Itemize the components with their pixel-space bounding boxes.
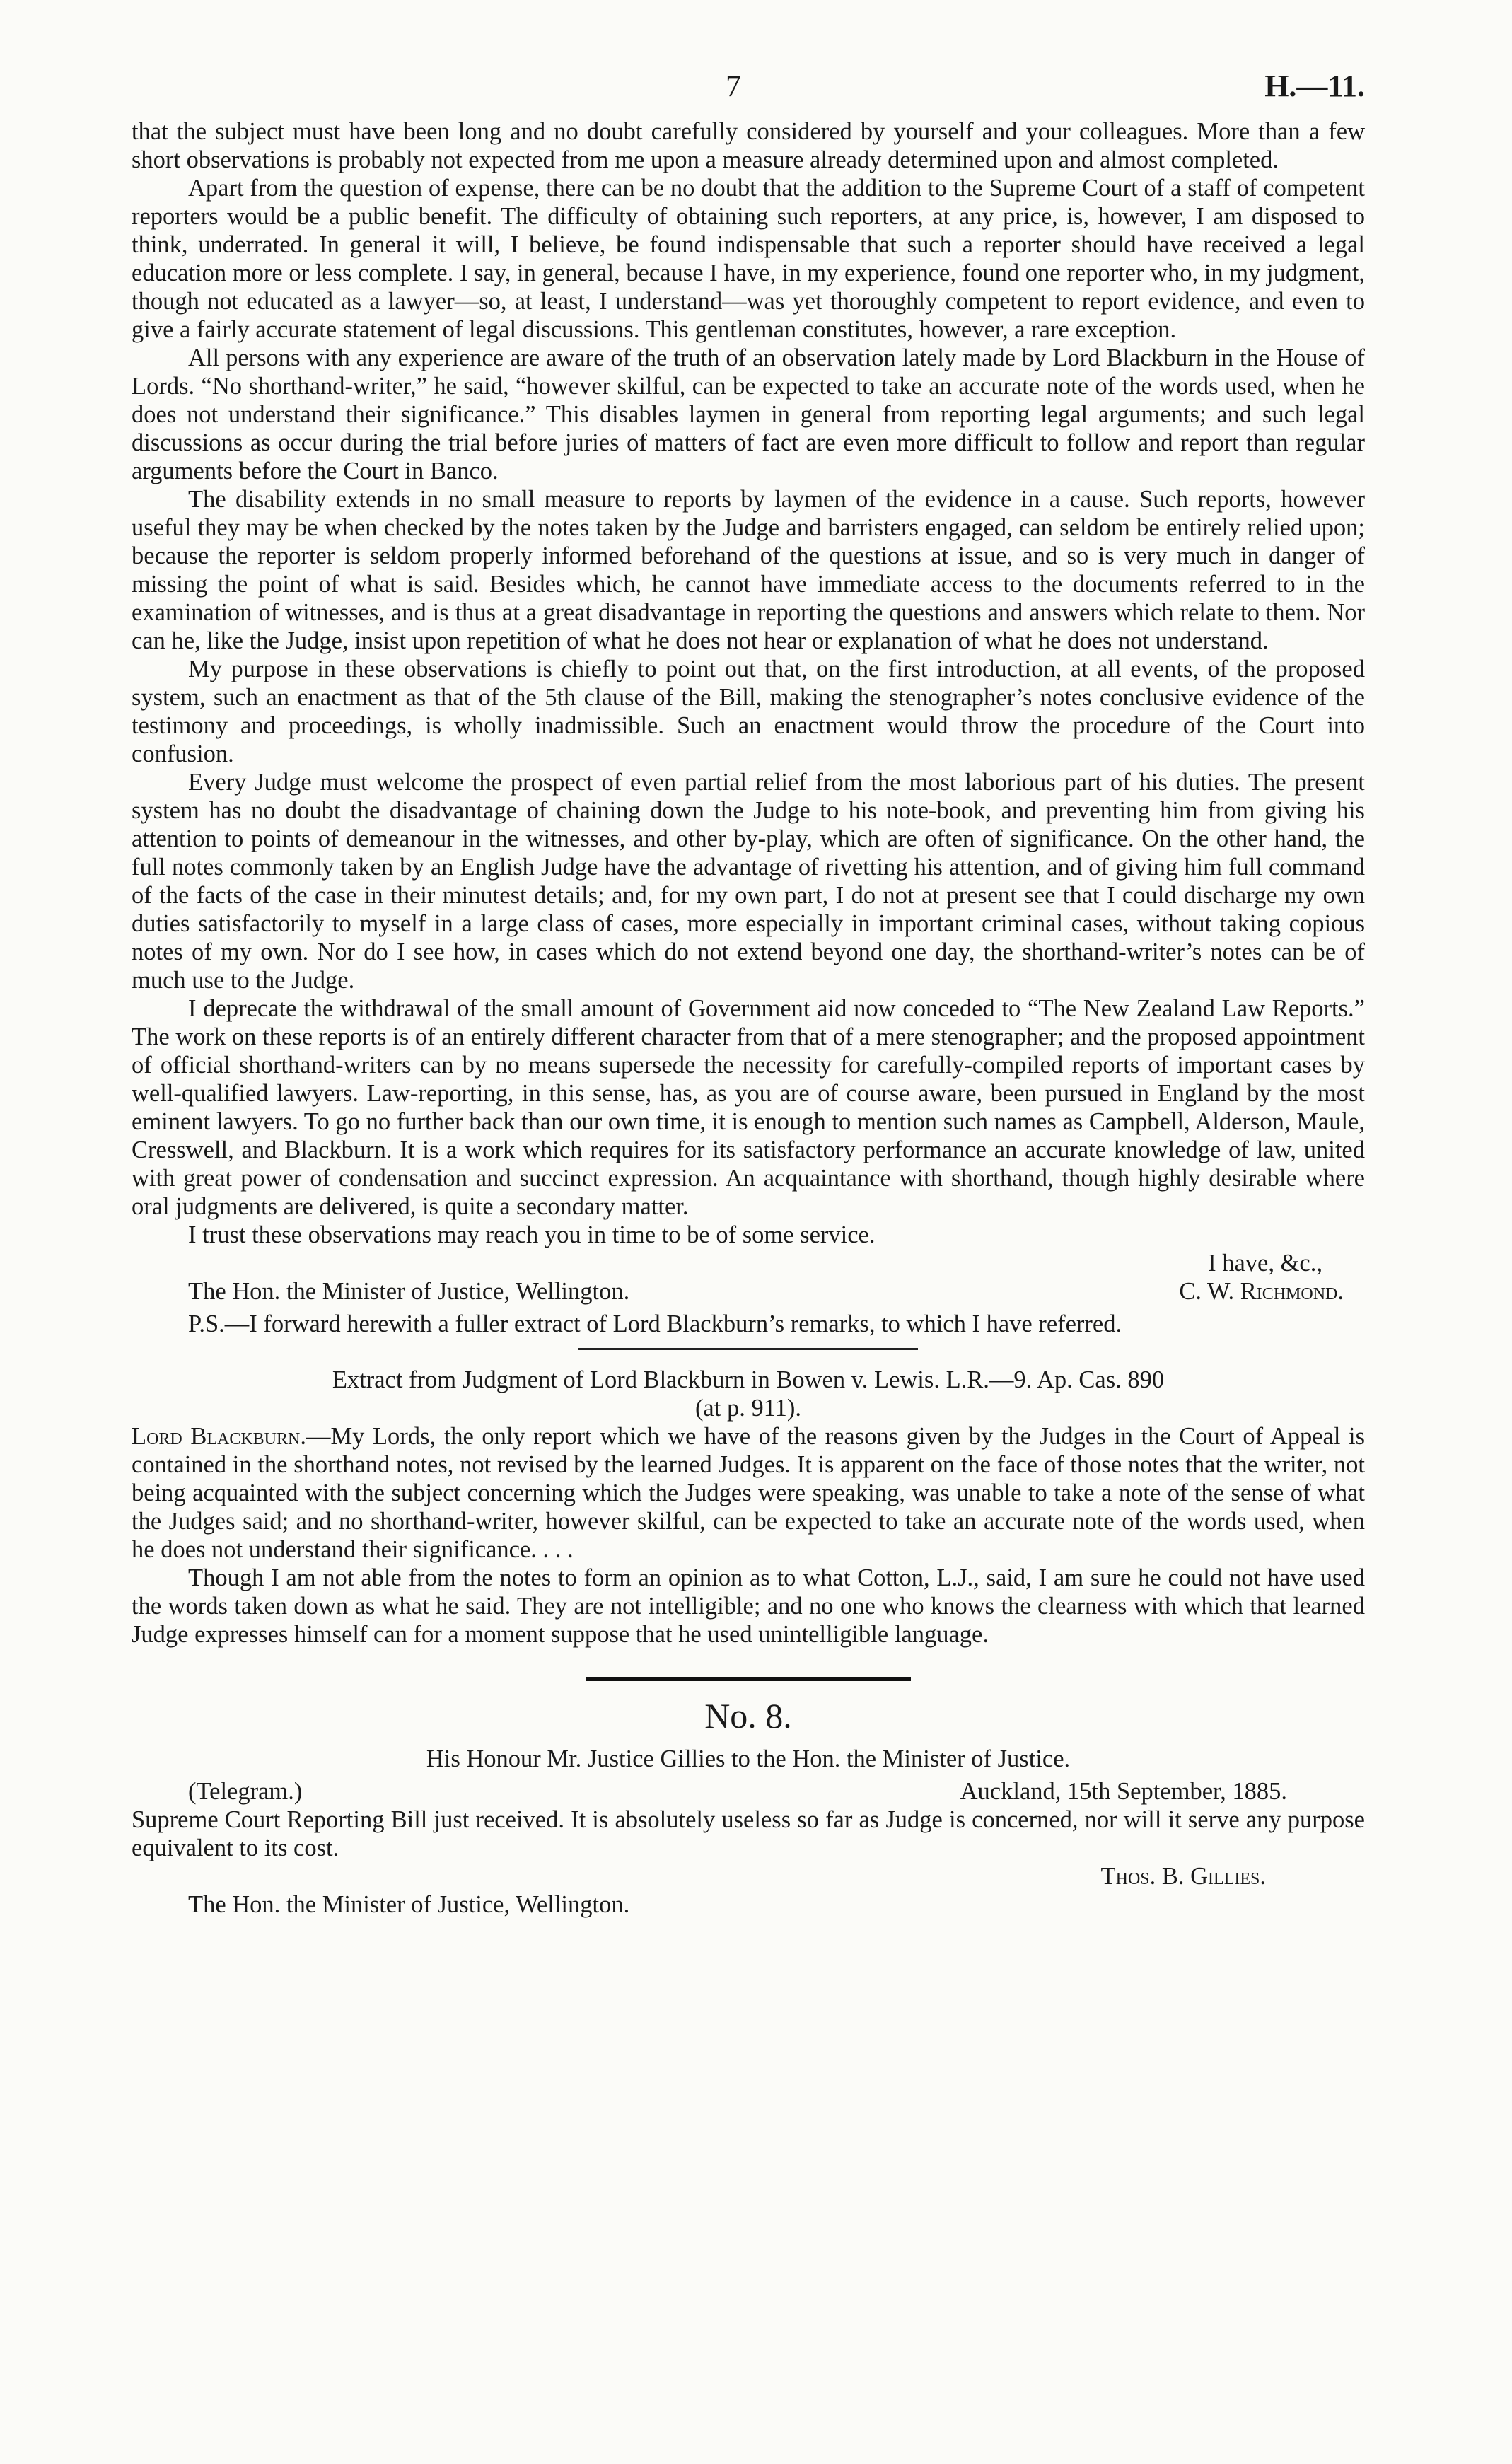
extract-text: —My Lords, the only report which we have of the reasons given by the Judges in the Court of Appeal is contained in the shorthand notes, not revised by the learned Judges. It is apparent on the face of those notes that the writer, not being acquainted with the subject concerning which the Judges were speaking, was unable to take a note of the sense of what the Judges said; and no shorthand-writer, however skilful, can be expected to take an accurate note of the words used, when he does not understand their significance. . . . — [132, 1423, 1365, 1563]
document-reference: H.—11. — [1264, 69, 1365, 103]
letter-paragraph: Every Judge must welcome the prospect of even partial relief from the most laborious part of his duties. The present system has no doubt the disadvantage of chaining down the Judge to his note-book, and preventing him from giving his attention to points of demeanour in the witnesses, and other by-play, which are often of significance. On the other hand, the full notes commonly taken by an English Judge have the advantage of rivetting his attention, and of giving him full command of the facts of the case in their minutest details; and, for my own part, I do not at present see that I could discharge my own duties satisfactorily to myself in a large class of cases, more especially in important criminal cases, without taking copious notes of my own. Nor do I see how, in cases which do not extend beyond one day, the shorthand-writer’s notes can be of much use to the Judge. — [132, 769, 1365, 994]
extract-title-line: Extract from Judgment of Lord Blackburn in Bowen v. Lewis. L.R.—9. Ap. Cas. 890 — [332, 1366, 1165, 1393]
extract-speaker: Lord Blackburn. — [132, 1423, 306, 1450]
addressee-signature-row — [132, 1277, 1365, 1306]
extract-paragraph — [132, 1422, 1365, 1564]
extract-title — [132, 1366, 1365, 1422]
letter-addressee: The Hon. the Minister of Justice, Wellington. — [188, 1278, 630, 1305]
letter-closing: I have, &c., — [1208, 1250, 1322, 1277]
letter-paragraph: Apart from the question of expense, there can be no doubt that the addition to the Supreme Court of a staff of competent reporters would be a public benefit. The difficulty of obtaining such reporters, at any price, is, however, I am disposed to think, underrated. In general it will, I believe, be found indispensable that such a reporter should have received a legal education more or less complete. I say, in general, because I have, in my experience, found one reporter who, in my judgment, though not educated as a lawyer—so, at least, I understand—was yet thoroughly competent to report evidence, and even to give a fairly accurate statement of legal discussions. This gentleman constitutes, however, a rare exception. — [132, 175, 1365, 343]
section-divider — [578, 1348, 918, 1350]
page-header — [132, 68, 1365, 117]
letter-signature: C. W. Richmond. — [1179, 1278, 1344, 1305]
letter-paragraph: My purpose in these observations is chiefly to point out that, on the first introduction, at all events, of the proposed system, such an enactment as that of the 5th clause of the Bill, making the stenographer’s notes conclusive evidence of the testimony and proceedings, is wholly inadmissible. Such an enactment would throw the procedure of the Court into confusion. — [132, 656, 1365, 767]
place-date: Auckland, 15th September, 1885. — [960, 1778, 1287, 1805]
telegram-body: Supreme Court Reporting Bill just received. It is absolutely useless so far as Judge is concerned, nor will it serve any purpose equivalent to its cost. — [132, 1806, 1365, 1861]
section-divider-thick — [586, 1677, 911, 1681]
page-number: 7 — [726, 69, 741, 103]
letter-paragraph: I deprecate the withdrawal of the small amount of Government aid now conceded to “The New Zealand Law Reports.” The work on these reports is of an entirely different character from that of a mere stenographer; and the proposed appointment of official shorthand-writers can by no means supersede the necessity for carefully-compiled reports of important cases by well-qualified lawyers. Law-reporting, in this sense, has, as you are of course aware, been pursued in England by the most eminent lawyers. To go no further back than our own time, it is enough to mention such names as Campbell, Alderson, Maule, Cresswell, and Blackburn. It is a work which requires for its satisfactory performance an accurate knowledge of law, united with great power of condensation and succinct expression. An acquaintance with shorthand, though highly desirable where oral judgments are delivered, is quite a secondary matter. — [132, 995, 1365, 1220]
telegram-signature: Thos. B. Gillies. — [1100, 1863, 1266, 1890]
letter-paragraph: that the subject must have been long and no doubt carefully considered by yourself and your colleagues. More than a few short observations is probably not expected from me upon a measure already determined upon and almost completed. — [132, 118, 1365, 173]
telegram-label: (Telegram.) — [188, 1778, 303, 1805]
letter-body — [132, 117, 1365, 1249]
document-page — [132, 68, 1365, 1919]
telegram-row — [132, 1777, 1365, 1806]
telegram-signature-row — [132, 1862, 1365, 1890]
section-heading: No. 8. — [704, 1696, 792, 1736]
postscript: P.S.—I forward herewith a fuller extract of Lord Blackburn’s remarks, to which I have referred. — [188, 1311, 1122, 1337]
letter-paragraph: The disability extends in no small measure to reports by laymen of the evidence in a cause. Such reports, however useful they may be when checked by the notes taken by the Judge and barristers engaged, can seldom be entirely relied upon; because the reporter is seldom properly informed beforehand of the questions at issue, and so is very much in danger of missing the point of what is said. Besides which, he cannot have immediate access to the documents referred to in the examination of witnesses, and is thus at a great disadvantage in reporting the questions and answers which relate to them. Nor can he, like the Judge, insist upon repetition of what he does not hear or explanation of what he does not understand. — [132, 486, 1365, 654]
letter-paragraph: All persons with any experience are aware of the truth of an observation lately made by Lord Blackburn in the House of Lords. “No shorthand-writer,” he said, “however skilful, can be expected to take an accurate note of the words used, when he does not understand their significance.” This disables laymen in general from reporting legal arguments; and such legal discussions as occur during the trial before juries of matters of fact are even more difficult to follow and report than regular arguments before the Court in Banco. — [132, 344, 1365, 484]
extract-paragraph: Though I am not able from the notes to form an opinion as to what Cotton, L.J., said, I am sure he could not have used the words taken down as what he said. They are not intelligible; and no one who knows the clearness with which that learned Judge expresses himself can for a moment suppose that he used unintelligible language. — [132, 1564, 1365, 1648]
extract-title-line: (at p. 911). — [694, 1395, 802, 1422]
telegram-addressee: The Hon. the Minister of Justice, Wellington. — [188, 1891, 630, 1918]
letter-paragraph: I trust these observations may reach you in time to be of some service. — [188, 1221, 876, 1248]
section-subheading: His Honour Mr. Justice Gillies to the Hon. the Minister of Justice. — [426, 1745, 1071, 1772]
